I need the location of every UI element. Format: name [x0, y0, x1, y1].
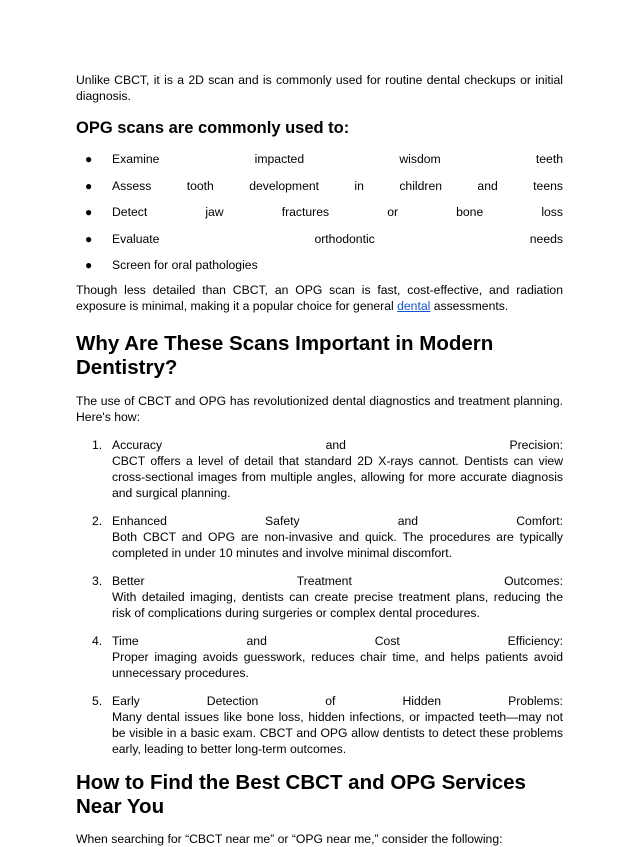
word: Outcomes: [504, 573, 563, 588]
list-item [76, 231, 563, 247]
bullet-icon: ● [85, 258, 93, 272]
word: Detect [112, 205, 148, 219]
list-item [76, 633, 563, 681]
word: wisdom [399, 152, 441, 166]
benefit-body: Many dental issues like bone loss, hidden infections, or impacted teeth—may not be visible in a basic exam. CBCT and OPG allow dentists to detect these problems early, leading to better long-term outcomes. [112, 709, 563, 756]
bullet-icon: ● [85, 178, 93, 193]
opg-use-1 [112, 178, 563, 194]
word: Evaluate [112, 231, 160, 246]
document-page [76, 72, 563, 847]
word: Cost [374, 633, 400, 648]
list-item [76, 573, 563, 621]
word: Problems: [508, 693, 563, 708]
benefit-title [112, 573, 563, 589]
word: or [387, 205, 399, 219]
benefit-title [112, 633, 563, 649]
summary-text-2: assessments. [430, 298, 509, 313]
list-item [76, 513, 563, 561]
intro-paragraph: Unlike CBCT, it is a 2D scan and is commonly used for routine dental checkups or initial diagnosis. [76, 73, 563, 103]
benefit-body: With detailed imaging, dentists can create precise treatment plans, reducing the risk of complications during surgeries or complex dental procedures. [112, 589, 563, 620]
benefit-body: Proper imaging avoids guesswork, reduces chair time, and helps patients avoid unnecessary procedures. [112, 649, 563, 680]
word: and [246, 633, 267, 648]
word: development [249, 178, 320, 193]
item-number: 1. [92, 437, 103, 452]
benefit-body: CBCT offers a level of detail that standard 2D X-rays cannot. Dentists can view cross-sectional images from multiple angles, allowing for more accurate diagnosis and surgical planning. [112, 453, 563, 500]
opg-use-2 [112, 204, 563, 220]
word: orthodontic [314, 231, 375, 246]
word: Safety [265, 513, 300, 528]
opg-use-0 [112, 151, 563, 167]
benefits-list [76, 437, 563, 757]
word: Early [112, 693, 140, 708]
word: and [325, 437, 346, 452]
word: Enhanced [112, 513, 167, 528]
dental-link[interactable]: dental [397, 298, 431, 313]
word: fractures [281, 205, 330, 219]
bullet-icon: ● [85, 152, 93, 166]
summary-text-1: Though less detailed than CBCT, an OPG scan is fast, cost-effective, and radiation exposure is minimal, making it a popular choice for general [76, 282, 563, 313]
word: Precision: [509, 437, 563, 452]
item-number: 5. [92, 693, 103, 708]
word: needs [529, 231, 563, 246]
word: and [477, 178, 498, 193]
list-item [76, 178, 563, 194]
word: Assess [112, 178, 152, 193]
word: impacted [254, 152, 305, 166]
word: and [397, 513, 419, 528]
list-item [76, 693, 563, 757]
word: bone [456, 205, 484, 219]
benefit-title [112, 513, 563, 529]
summary-paragraph [76, 282, 563, 314]
word: of [325, 693, 336, 708]
bullet-icon: ● [85, 231, 93, 246]
find-heading: How to Find the Best CBCT and OPG Services Near You [76, 770, 526, 818]
word: tooth [186, 178, 214, 193]
word: loss [541, 205, 563, 219]
opg-use-3 [112, 231, 563, 247]
word: Efficiency: [507, 633, 563, 648]
list-item [76, 204, 563, 220]
why-heading: Why Are These Scans Important in Modern Dentistry? [76, 331, 494, 379]
benefit-body: Both CBCT and OPG are non-invasive and quick. The procedures are typically completed in under 10 minutes and involve minimal discomfort. [112, 529, 563, 560]
word: teens [533, 178, 563, 193]
word: Examine [112, 152, 160, 166]
word: in [354, 178, 364, 193]
word: Accuracy [112, 437, 163, 452]
word: Hidden [402, 693, 442, 708]
word: Comfort: [516, 513, 563, 528]
why-intro-paragraph: The use of CBCT and OPG has revolutionized dental diagnostics and treatment planning. Here's how: [76, 393, 563, 424]
opg-use-4: Screen for oral pathologies [112, 258, 258, 272]
item-number: 4. [92, 633, 103, 648]
item-number: 3. [92, 573, 103, 588]
word: Detection [206, 693, 259, 708]
word: teeth [535, 152, 563, 166]
benefit-title [112, 693, 563, 709]
opg-heading: OPG scans are commonly used to: [76, 119, 350, 137]
word: children [399, 178, 443, 193]
list-item [76, 151, 563, 167]
benefit-title [112, 437, 563, 453]
item-number: 2. [92, 513, 103, 528]
word: Better [112, 573, 145, 588]
word: Treatment [296, 573, 352, 588]
bullet-icon: ● [85, 205, 93, 219]
find-intro-paragraph: When searching for “CBCT near me” or “OPG near me,” consider the following: [76, 831, 503, 846]
word: jaw [205, 205, 224, 219]
opg-uses-list [76, 151, 563, 273]
list-item [76, 257, 563, 273]
word: Time [112, 633, 139, 648]
list-item [76, 437, 563, 501]
